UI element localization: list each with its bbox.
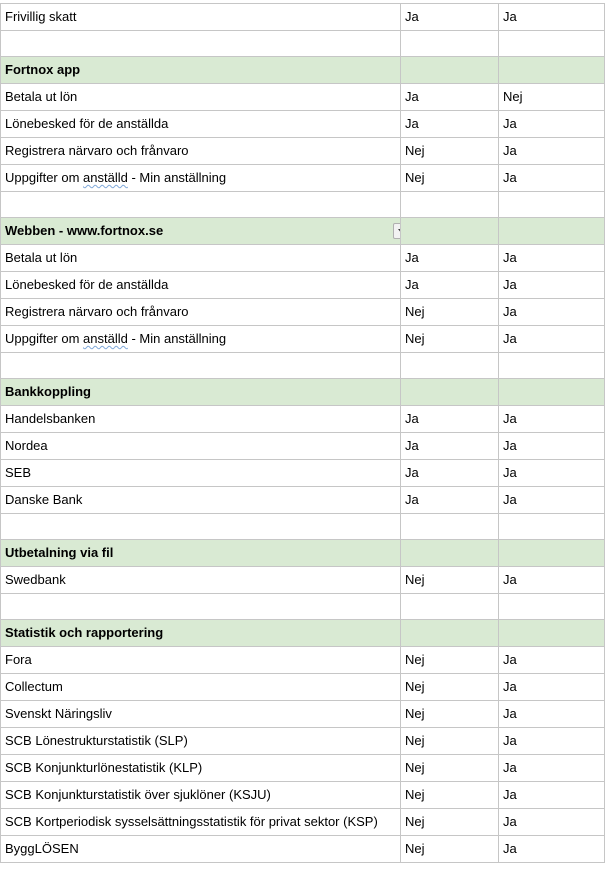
feature-name-cell[interactable] [1, 138, 401, 165]
value-cell-col1[interactable] [401, 620, 499, 647]
feature-name-cell[interactable] [1, 647, 401, 674]
feature-name-cell[interactable] [1, 836, 401, 863]
value-cell-col1[interactable]: Nej [401, 728, 499, 755]
value-cell-col1[interactable]: Nej [401, 782, 499, 809]
value-cell-col1[interactable]: Ja [401, 433, 499, 460]
feature-name-cell[interactable] [1, 299, 401, 326]
table-row [1, 487, 605, 514]
value-cell-col1[interactable] [401, 57, 499, 84]
feature-label: SCB Konjunkturlönestatistik (KLP) [5, 760, 203, 775]
value-cell-col2[interactable]: Ja [499, 165, 605, 192]
cell-dropdown-button[interactable] [393, 223, 401, 239]
value-cell-col2[interactable]: Ja [499, 245, 605, 272]
value-cell-col1[interactable] [401, 31, 499, 57]
feature-label: Lönebesked för de anställda [5, 277, 169, 292]
value-cell-col2[interactable]: Ja [499, 4, 605, 31]
table-row [1, 701, 605, 728]
table-body [1, 4, 605, 863]
value-cell-col2[interactable] [499, 353, 605, 379]
spacer-row [1, 594, 605, 620]
value-cell-col1[interactable]: Nej [401, 674, 499, 701]
table-row [1, 245, 605, 272]
spreadsheet-area [0, 3, 607, 863]
section-title-cell[interactable] [1, 57, 401, 84]
feature-label: Handelsbanken [5, 411, 96, 426]
value-cell-col1[interactable]: Nej [401, 701, 499, 728]
feature-name-cell[interactable] [1, 245, 401, 272]
table-row [1, 728, 605, 755]
value-cell-col2[interactable]: Ja [499, 567, 605, 594]
feature-label: Betala ut lön [5, 89, 78, 104]
section-header-row [1, 620, 605, 647]
value-cell-col1[interactable]: Nej [401, 809, 499, 836]
feature-name-cell[interactable] [1, 433, 401, 460]
feature-name-cell[interactable] [1, 782, 401, 809]
value-cell-col2[interactable]: Ja [499, 299, 605, 326]
feature-label: Swedbank [5, 572, 66, 587]
value-cell-col2[interactable]: Ja [499, 755, 605, 782]
table-row [1, 4, 605, 31]
value-cell-col1[interactable]: Ja [401, 406, 499, 433]
feature-label: Danske Bank [5, 492, 83, 507]
feature-label: SEB [5, 465, 32, 480]
feature-label: Svenskt Näringsliv [5, 706, 112, 721]
table-row [1, 138, 605, 165]
feature-name-cell[interactable] [1, 701, 401, 728]
feature-name-cell[interactable] [1, 460, 401, 487]
value-cell-col1[interactable] [401, 218, 499, 245]
feature-comparison-table [0, 3, 605, 863]
section-title: Webben - www.fortnox.se [5, 223, 164, 238]
feature-name-cell[interactable] [1, 406, 401, 433]
feature-label: Collectum [5, 679, 63, 694]
table-row [1, 674, 605, 701]
feature-name-cell[interactable] [1, 674, 401, 701]
feature-name-cell[interactable] [1, 192, 401, 218]
feature-label: Fora [5, 652, 32, 667]
chevron-down-icon [398, 229, 401, 234]
value-cell-col2[interactable]: Ja [499, 701, 605, 728]
section-title: Bankkoppling [5, 384, 91, 399]
feature-label: SCB Kortperiodisk sysselsättningsstatistik för privat sektor (KSP) [5, 814, 378, 829]
spacer-row [1, 192, 605, 218]
value-cell-col2[interactable] [499, 192, 605, 218]
value-cell-col2[interactable] [499, 218, 605, 245]
feature-name-cell[interactable] [1, 353, 401, 379]
feature-name-cell[interactable] [1, 31, 401, 57]
value-cell-col1[interactable]: Ja [401, 460, 499, 487]
feature-label: ByggLÖSEN [5, 841, 79, 856]
feature-label: SCB Lönestrukturstatistik (SLP) [5, 733, 188, 748]
feature-name-cell[interactable] [1, 755, 401, 782]
value-cell-col1[interactable]: Nej [401, 647, 499, 674]
value-cell-col1[interactable]: Ja [401, 84, 499, 111]
spacer-row [1, 353, 605, 379]
value-cell-col1[interactable]: Ja [401, 272, 499, 299]
value-cell-col1[interactable] [401, 540, 499, 567]
feature-name-cell[interactable] [1, 487, 401, 514]
value-cell-col2[interactable]: Ja [499, 406, 605, 433]
table-row [1, 326, 605, 353]
value-cell-col1[interactable] [401, 514, 499, 540]
table-row [1, 836, 605, 863]
feature-name-cell[interactable] [1, 514, 401, 540]
feature-label-part: - Min anställning [127, 170, 227, 185]
feature-name-cell[interactable] [1, 4, 401, 31]
table-row [1, 567, 605, 594]
value-cell-col2[interactable]: Ja [499, 111, 605, 138]
section-title: Fortnox app [5, 62, 81, 77]
value-cell-col1[interactable]: Nej [401, 165, 499, 192]
feature-name-cell[interactable] [1, 326, 401, 353]
feature-name-cell[interactable] [1, 111, 401, 138]
value-cell-col1[interactable] [401, 353, 499, 379]
table-row [1, 111, 605, 138]
section-header-row [1, 218, 605, 245]
feature-label-part: - Min anställning [127, 331, 227, 346]
value-cell-col1[interactable]: Nej [401, 138, 499, 165]
table-row [1, 406, 605, 433]
section-header-row [1, 379, 605, 406]
feature-label: SCB Konjunkturstatistik över sjuklöner (KSJU) [5, 787, 271, 802]
misspelled-word: anställd [83, 170, 128, 185]
feature-label: Lönebesked för de anställda [5, 116, 169, 131]
value-cell-col2[interactable]: Ja [499, 782, 605, 809]
feature-name-cell[interactable] [1, 594, 401, 620]
value-cell-col1[interactable]: Nej [401, 836, 499, 863]
value-cell-col2[interactable] [499, 540, 605, 567]
feature-name-cell[interactable] [1, 84, 401, 111]
table-row [1, 84, 605, 111]
feature-label: Nordea [5, 438, 48, 453]
feature-name-cell[interactable] [1, 809, 401, 836]
value-cell-col2[interactable] [499, 620, 605, 647]
table-row [1, 165, 605, 192]
feature-label-part: Uppgifter om [5, 170, 84, 185]
value-cell-col2[interactable]: Ja [499, 674, 605, 701]
feature-label: Registrera närvaro och frånvaro [5, 304, 189, 319]
value-cell-col2[interactable] [499, 594, 605, 620]
section-title-cell[interactable] [1, 620, 401, 647]
table-row [1, 647, 605, 674]
section-header-row [1, 57, 605, 84]
value-cell-col2[interactable] [499, 31, 605, 57]
table-row [1, 782, 605, 809]
value-cell-col2[interactable] [499, 57, 605, 84]
table-row [1, 460, 605, 487]
section-title: Utbetalning via fil [5, 545, 114, 560]
table-row [1, 433, 605, 460]
feature-label: Registrera närvaro och frånvaro [5, 143, 189, 158]
value-cell-col1[interactable]: Nej [401, 755, 499, 782]
section-title-cell[interactable] [1, 540, 401, 567]
section-header-row [1, 540, 605, 567]
value-cell-col1[interactable] [401, 594, 499, 620]
value-cell-col2[interactable] [499, 514, 605, 540]
value-cell-col2[interactable]: Ja [499, 460, 605, 487]
value-cell-col2[interactable]: Nej [499, 84, 605, 111]
feature-label: Frivillig skatt [5, 9, 77, 24]
feature-name-cell[interactable] [1, 165, 401, 192]
section-title: Statistik och rapportering [5, 625, 164, 640]
value-cell-col2[interactable]: Ja [499, 647, 605, 674]
section-title-cell[interactable] [1, 379, 401, 406]
value-cell-col1[interactable]: Nej [401, 326, 499, 353]
value-cell-col1[interactable]: Ja [401, 487, 499, 514]
feature-label-part: Uppgifter om [5, 331, 84, 346]
value-cell-col1[interactable]: Ja [401, 245, 499, 272]
value-cell-col2[interactable]: Ja [499, 326, 605, 353]
value-cell-col2[interactable]: Ja [499, 433, 605, 460]
value-cell-col2[interactable]: Ja [499, 728, 605, 755]
table-row [1, 299, 605, 326]
feature-name-cell[interactable] [1, 567, 401, 594]
value-cell-col1[interactable] [401, 192, 499, 218]
misspelled-word: anställd [83, 331, 128, 346]
feature-name-cell[interactable] [1, 728, 401, 755]
table-row [1, 272, 605, 299]
table-row [1, 809, 605, 836]
section-title-cell[interactable] [1, 218, 401, 245]
value-cell-col2[interactable]: Ja [499, 487, 605, 514]
value-cell-col1[interactable] [401, 379, 499, 406]
feature-name-cell[interactable] [1, 272, 401, 299]
value-cell-col2[interactable] [499, 379, 605, 406]
value-cell-col2[interactable]: Ja [499, 836, 605, 863]
table-row [1, 755, 605, 782]
feature-label: Betala ut lön [5, 250, 78, 265]
value-cell-col2[interactable]: Ja [499, 272, 605, 299]
spacer-row [1, 514, 605, 540]
value-cell-col2[interactable]: Ja [499, 138, 605, 165]
value-cell-col2[interactable]: Ja [499, 809, 605, 836]
value-cell-col1[interactable]: Ja [401, 111, 499, 138]
spacer-row [1, 31, 605, 57]
value-cell-col1[interactable]: Nej [401, 567, 499, 594]
value-cell-col1[interactable]: Nej [401, 299, 499, 326]
value-cell-col1[interactable]: Ja [401, 4, 499, 31]
